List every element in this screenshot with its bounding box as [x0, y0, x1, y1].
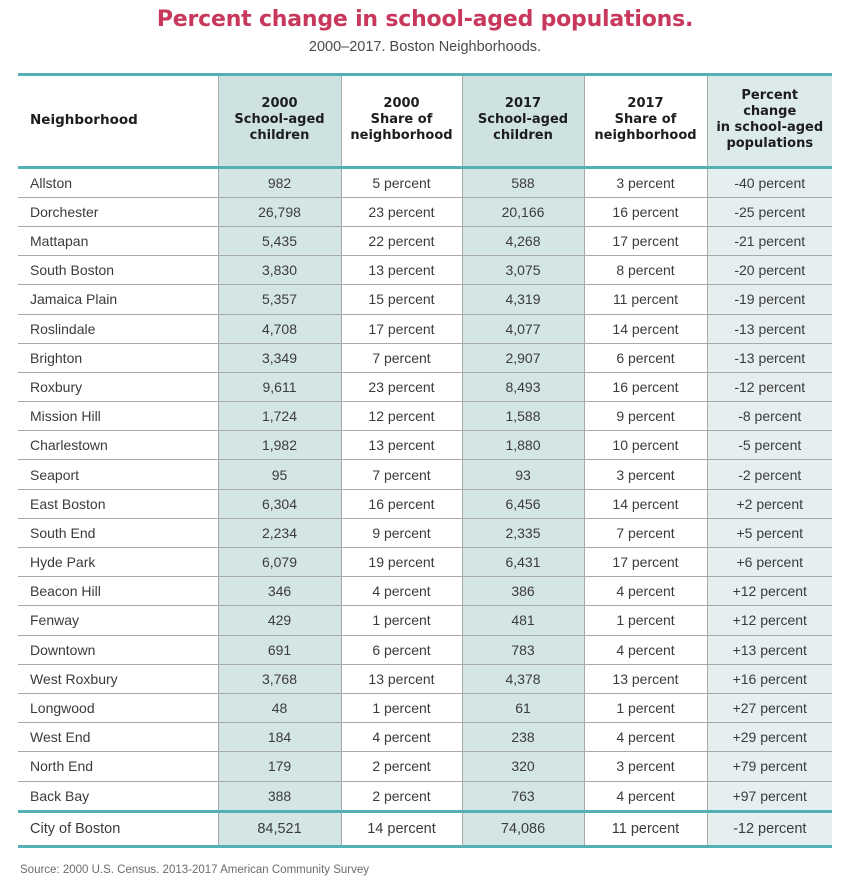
cell-value: 17 percent [584, 548, 707, 577]
cell-value: 8,493 [462, 372, 584, 401]
cell-neighborhood: North End [18, 752, 218, 781]
cell-value: 95 [218, 460, 341, 489]
cell-value: 3,349 [218, 343, 341, 372]
cell-neighborhood: South End [18, 518, 218, 547]
cell-value: -21 percent [707, 226, 832, 255]
table-row [18, 693, 832, 722]
cell-value: -13 percent [707, 314, 832, 343]
cell-value: 238 [462, 723, 584, 752]
cell-neighborhood: Jamaica Plain [18, 285, 218, 314]
cell-value: 15 percent [341, 285, 462, 314]
cell-value: 1 percent [341, 693, 462, 722]
table-row [18, 635, 832, 664]
cell-value: -12 percent [707, 372, 832, 401]
cell-neighborhood: Hyde Park [18, 548, 218, 577]
table-row [18, 606, 832, 635]
header-line: School-aged [234, 111, 325, 127]
cell-value: 588 [462, 167, 584, 197]
cell-neighborhood: East Boston [18, 489, 218, 518]
cell-value: 1 percent [584, 693, 707, 722]
cell-neighborhood: Longwood [18, 693, 218, 722]
cell-value: 12 percent [341, 402, 462, 431]
header-line: populations [726, 136, 814, 152]
cell-value: 26,798 [218, 197, 341, 226]
header-line: 2017 [627, 95, 664, 111]
cell-value: 19 percent [341, 548, 462, 577]
cell-value: -2 percent [707, 460, 832, 489]
cell-neighborhood: Allston [18, 167, 218, 197]
cell-value: -40 percent [707, 167, 832, 197]
data-table [18, 73, 832, 848]
column-header-percent-change [707, 74, 832, 167]
cell-value: 4 percent [584, 635, 707, 664]
cell-value: 6,431 [462, 548, 584, 577]
table-row [18, 314, 832, 343]
header-line: Percent change [741, 87, 799, 119]
cell-value: 4 percent [584, 781, 707, 811]
cell-value: 3,830 [218, 256, 341, 285]
cell-value: 1 percent [341, 606, 462, 635]
cell-value: 3 percent [584, 460, 707, 489]
cell-value: 429 [218, 606, 341, 635]
cell-value: 5,435 [218, 226, 341, 255]
cell-value: +12 percent [707, 577, 832, 606]
header-line: 2000 [261, 95, 298, 111]
cell-value: 23 percent [341, 197, 462, 226]
cell-neighborhood: Roslindale [18, 314, 218, 343]
table-row [18, 752, 832, 781]
cell-neighborhood: Roxbury [18, 372, 218, 401]
header-line: children [249, 128, 310, 144]
cell-value: 179 [218, 752, 341, 781]
cell-value: +12 percent [707, 606, 832, 635]
cell-value: 763 [462, 781, 584, 811]
cell-value: 4,077 [462, 314, 584, 343]
cell-value: 7 percent [341, 343, 462, 372]
cell-value: +13 percent [707, 635, 832, 664]
cell-total-value: 14 percent [341, 811, 462, 846]
cell-value: 7 percent [584, 518, 707, 547]
cell-value: 5 percent [341, 167, 462, 197]
header-line: neighborhood [594, 128, 697, 144]
column-header-2000-children [218, 74, 341, 167]
cell-value: 6,304 [218, 489, 341, 518]
cell-value: 2 percent [341, 752, 462, 781]
cell-value: 17 percent [584, 226, 707, 255]
table-row [18, 664, 832, 693]
cell-value: 1,588 [462, 402, 584, 431]
header-line: 2017 [504, 95, 542, 111]
cell-value: +6 percent [707, 548, 832, 577]
table-row [18, 460, 832, 489]
cell-value: 346 [218, 577, 341, 606]
cell-value: 16 percent [584, 372, 707, 401]
cell-value: 13 percent [584, 664, 707, 693]
header-line: neighborhood [350, 128, 453, 144]
header-row [18, 74, 832, 167]
table-row [18, 781, 832, 811]
table-header [18, 74, 832, 167]
cell-value: 16 percent [584, 197, 707, 226]
cell-value: 3,075 [462, 256, 584, 285]
table-row [18, 431, 832, 460]
cell-value: -5 percent [707, 431, 832, 460]
cell-value: 10 percent [584, 431, 707, 460]
cell-value: 6 percent [341, 635, 462, 664]
page-subtitle: 2000–2017. Boston Neighborhoods. [308, 39, 542, 56]
cell-value: 16 percent [341, 489, 462, 518]
cell-value: +5 percent [707, 518, 832, 547]
column-header-2017-children [462, 74, 584, 167]
header-line: Share of [614, 111, 677, 127]
cell-neighborhood: West End [18, 723, 218, 752]
title-block [18, 0, 832, 57]
cell-value: +27 percent [707, 693, 832, 722]
cell-total-value: 74,086 [462, 811, 584, 846]
table-row [18, 489, 832, 518]
cell-value: -13 percent [707, 343, 832, 372]
cell-total-label: City of Boston [18, 811, 218, 846]
cell-value: 6,079 [218, 548, 341, 577]
table-row [18, 372, 832, 401]
cell-value: 2,234 [218, 518, 341, 547]
cell-value: -8 percent [707, 402, 832, 431]
cell-neighborhood: Downtown [18, 635, 218, 664]
cell-value: 2 percent [341, 781, 462, 811]
cell-value: -20 percent [707, 256, 832, 285]
table-row [18, 285, 832, 314]
cell-value: +16 percent [707, 664, 832, 693]
cell-value: 23 percent [341, 372, 462, 401]
cell-value: 6 percent [584, 343, 707, 372]
table-row [18, 256, 832, 285]
cell-value: 3,768 [218, 664, 341, 693]
column-header-2000-share [341, 74, 462, 167]
cell-value: -19 percent [707, 285, 832, 314]
cell-value: 13 percent [341, 431, 462, 460]
cell-value: 20,166 [462, 197, 584, 226]
header-line: Share of [370, 111, 433, 127]
cell-value: 2,335 [462, 518, 584, 547]
cell-neighborhood: Mattapan [18, 226, 218, 255]
table-row [18, 197, 832, 226]
cell-value: 184 [218, 723, 341, 752]
cell-value: 11 percent [584, 285, 707, 314]
table-row [18, 577, 832, 606]
cell-value: +79 percent [707, 752, 832, 781]
cell-neighborhood: Mission Hill [18, 402, 218, 431]
cell-value: 8 percent [584, 256, 707, 285]
cell-value: 3 percent [584, 167, 707, 197]
table-row [18, 167, 832, 197]
cell-value: 1,724 [218, 402, 341, 431]
header-line: in school-aged [716, 120, 824, 136]
cell-value: 7 percent [341, 460, 462, 489]
cell-value: 9,611 [218, 372, 341, 401]
page-title: Percent change in school-aged populations. [156, 7, 694, 32]
cell-value: 22 percent [341, 226, 462, 255]
cell-neighborhood: West Roxbury [18, 664, 218, 693]
cell-total-value: 84,521 [218, 811, 341, 846]
table-row [18, 343, 832, 372]
cell-value: 5,357 [218, 285, 341, 314]
cell-value: 481 [462, 606, 584, 635]
cell-value: 386 [462, 577, 584, 606]
cell-value: +29 percent [707, 723, 832, 752]
cell-value: 6,456 [462, 489, 584, 518]
cell-value: +2 percent [707, 489, 832, 518]
cell-total-value: -12 percent [707, 811, 832, 846]
column-header-2017-share [584, 74, 707, 167]
cell-value: 4 percent [584, 723, 707, 752]
cell-total-value: 11 percent [584, 811, 707, 846]
cell-value: 4,708 [218, 314, 341, 343]
cell-neighborhood: Seaport [18, 460, 218, 489]
cell-value: 1 percent [584, 606, 707, 635]
source-note: Source: 2000 U.S. Census. 2013-2017 American Community Survey [20, 863, 370, 876]
cell-value: 61 [462, 693, 584, 722]
cell-value: 4,268 [462, 226, 584, 255]
cell-value: 9 percent [584, 402, 707, 431]
cell-value: 982 [218, 167, 341, 197]
cell-value: 4 percent [341, 577, 462, 606]
table-row [18, 402, 832, 431]
cell-value: 93 [462, 460, 584, 489]
cell-value: 13 percent [341, 256, 462, 285]
cell-neighborhood: Back Bay [30, 787, 90, 804]
cell-value: 4 percent [341, 723, 462, 752]
cell-value: 2,907 [462, 343, 584, 372]
cell-value: 1,880 [462, 431, 584, 460]
cell-value: 4 percent [584, 577, 707, 606]
table-row [18, 226, 832, 255]
cell-value: 17 percent [341, 314, 462, 343]
cell-value: 48 [218, 693, 341, 722]
cell-value: 320 [462, 752, 584, 781]
cell-value: -25 percent [707, 197, 832, 226]
cell-neighborhood: Beacon Hill [18, 577, 218, 606]
column-header-neighborhood: Neighborhood [18, 74, 218, 167]
cell-value: 4,378 [462, 664, 584, 693]
table-container [18, 73, 832, 848]
cell-value: +97 percent [707, 781, 832, 811]
cell-neighborhood: Dorchester [18, 197, 218, 226]
table-total-row [18, 811, 832, 846]
header-line: 2000 [383, 95, 420, 111]
cell-value: 13 percent [341, 664, 462, 693]
cell-value: 1,982 [218, 431, 341, 460]
cell-value: 9 percent [341, 518, 462, 547]
cell-value: 4,319 [462, 285, 584, 314]
cell-neighborhood: South Boston [18, 256, 218, 285]
cell-value: 3 percent [584, 752, 707, 781]
cell-value: 14 percent [584, 489, 707, 518]
table-row [18, 723, 832, 752]
cell-neighborhood: Fenway [18, 606, 218, 635]
header-line: School-aged [477, 111, 569, 127]
cell-value: 783 [462, 635, 584, 664]
cell-value: 388 [218, 781, 341, 811]
cell-neighborhood: Brighton [18, 343, 218, 372]
header-line: children [493, 128, 553, 144]
cell-value: 691 [218, 635, 341, 664]
table-body [18, 167, 832, 846]
cell-value: 14 percent [584, 314, 707, 343]
table-row [18, 548, 832, 577]
table-row [18, 518, 832, 547]
cell-neighborhood: Charlestown [18, 431, 218, 460]
